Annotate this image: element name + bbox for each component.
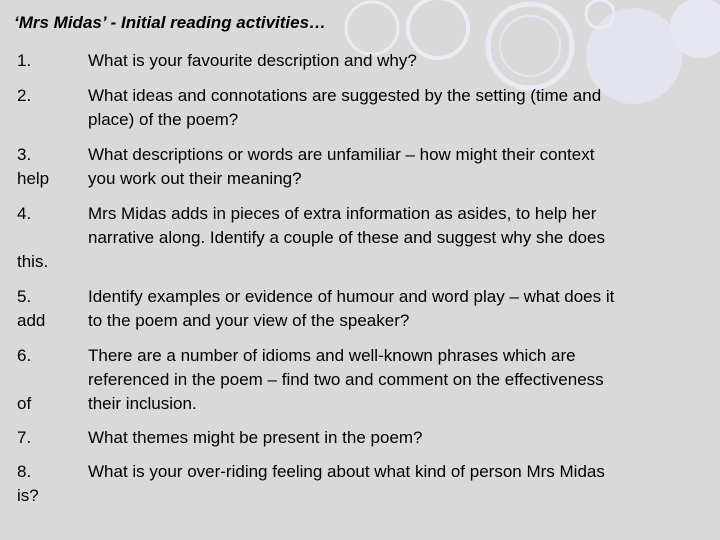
question-number xyxy=(17,143,81,191)
question-number xyxy=(17,460,81,508)
question-text-line: What themes might be present in the poem? xyxy=(88,428,423,447)
question-text-line: There are a number of idioms and well-known phrases which are xyxy=(88,346,576,365)
question-text xyxy=(88,202,713,250)
question-number-line: help xyxy=(17,169,50,188)
question-text xyxy=(88,143,713,191)
question-text-line: What descriptions or words are unfamiliar – how might their context xyxy=(88,145,595,164)
question-number-line: 5. xyxy=(17,287,32,306)
question-number-line: 8. xyxy=(17,462,32,481)
question-number-line xyxy=(17,368,81,392)
question-text-line: you work out their meaning? xyxy=(88,169,302,188)
question-number-line: 6. xyxy=(17,346,32,365)
question-text-line: place) of the poem? xyxy=(88,110,239,129)
question-text-line: to the poem and your view of the speaker? xyxy=(88,311,410,330)
question-number xyxy=(17,84,81,108)
question-text xyxy=(88,344,713,416)
question-number-line: this. xyxy=(17,252,49,271)
question-text-line: What is your over-riding feeling about what kind of person Mrs Midas xyxy=(88,462,605,481)
question-number-line: 2. xyxy=(17,86,32,105)
question-number-line: 7. xyxy=(17,428,32,447)
question-text-line: narrative along. Identify a couple of these and suggest why she does xyxy=(88,228,605,247)
question-text xyxy=(88,84,713,132)
question-text-line: Mrs Midas adds in pieces of extra information as asides, to help her xyxy=(88,204,597,223)
question-number xyxy=(17,49,81,73)
question-number xyxy=(17,285,81,333)
question-number-line: of xyxy=(17,394,32,413)
question-number-line: 1. xyxy=(17,51,32,70)
question-text-line: What is your favourite description and why? xyxy=(88,51,417,70)
question-number-line: 4. xyxy=(17,204,32,223)
question-number-line: is? xyxy=(17,486,39,505)
question-text-line: referenced in the poem – find two and comment on the effectiveness xyxy=(88,370,604,389)
question-number xyxy=(17,344,81,416)
question-number xyxy=(17,202,81,274)
question-text xyxy=(88,460,713,484)
question-number-line: add xyxy=(17,311,46,330)
question-text-line: their inclusion. xyxy=(88,394,197,413)
question-text xyxy=(88,426,713,450)
question-text-line: Identify examples or evidence of humour and word play – what does it xyxy=(88,287,615,306)
question-text xyxy=(88,49,713,73)
question-number-line xyxy=(17,226,81,250)
question-text xyxy=(88,285,713,333)
question-text-line: What ideas and connotations are suggested by the setting (time and xyxy=(88,86,602,105)
question-number xyxy=(17,426,81,450)
question-number-line: 3. xyxy=(17,145,32,164)
slide-title: ‘Mrs Midas’ - Initial reading activities… xyxy=(14,13,327,32)
